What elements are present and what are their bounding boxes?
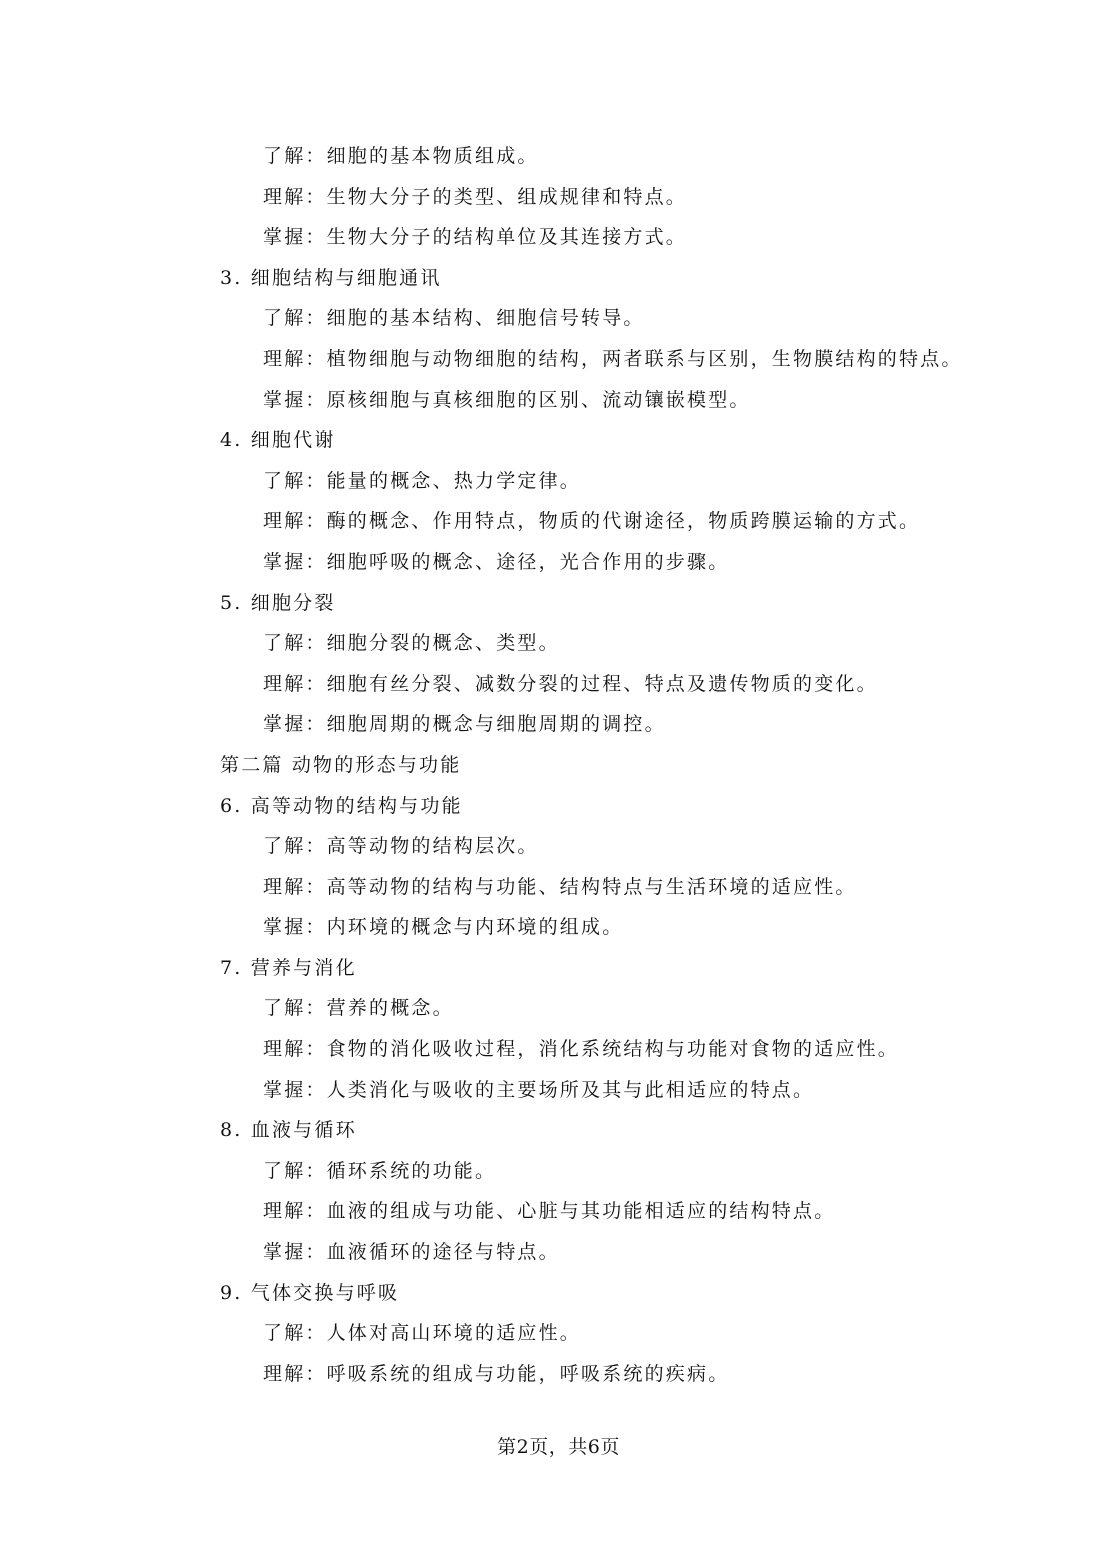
text-line: 理解：食物的消化吸收过程，消化系统结构与功能对食物的适应性。 [263, 1038, 900, 1061]
text-line: 掌握：原核细胞与真核细胞的区别、流动镶嵌模型。 [263, 388, 751, 411]
text-line: 掌握：血液循环的途径与特点。 [263, 1241, 560, 1264]
section-heading: 3. 细胞结构与细胞通讯 [220, 266, 442, 289]
text-line: 理解：血液的组成与功能、心脏与其功能相适应的结构特点。 [263, 1200, 836, 1223]
part-heading: 第二篇 动物的形态与功能 [220, 753, 462, 776]
text-line: 掌握：内环境的概念与内环境的组成。 [263, 916, 624, 939]
text-line: 掌握：人类消化与吸收的主要场所及其与此相适应的特点。 [263, 1078, 815, 1101]
text-line: 理解：酶的概念、作用特点，物质的代谢途径，物质跨膜运输的方式。 [263, 510, 921, 533]
text-line: 理解：高等动物的结构与功能、结构特点与生活环境的适应性。 [263, 875, 857, 898]
text-line: 了解：循环系统的功能。 [263, 1159, 497, 1182]
text-line: 了解：细胞分裂的概念、类型。 [263, 632, 560, 655]
text-line: 理解：植物细胞与动物细胞的结构，两者联系与区别，生物膜结构的特点。 [263, 347, 963, 370]
text-line: 了解：细胞的基本物质组成。 [263, 145, 539, 167]
document-body [220, 136, 1000, 1394]
text-line: 掌握：细胞周期的概念与细胞周期的调控。 [263, 713, 666, 736]
section-heading: 8. 血液与循环 [220, 1119, 357, 1142]
section-heading: 7. 营养与消化 [220, 956, 357, 979]
page-number-footer: 第2页，共6页 [497, 1436, 620, 1458]
text-line: 理解：生物大分子的类型、组成规律和特点。 [263, 185, 688, 208]
text-line: 掌握：生物大分子的结构单位及其连接方式。 [263, 226, 688, 249]
text-line: 了解：营养的概念。 [263, 997, 454, 1020]
section-heading: 6. 高等动物的结构与功能 [220, 794, 463, 817]
text-line: 了解：细胞的基本结构、细胞信号转导。 [263, 307, 645, 330]
text-line: 了解：人体对高山环境的适应性。 [263, 1322, 582, 1345]
text-line: 掌握：细胞呼吸的概念、途径，光合作用的步骤。 [263, 550, 730, 573]
text-line: 理解：细胞有丝分裂、减数分裂的过程、特点及遗传物质的变化。 [263, 672, 878, 695]
text-line: 了解：高等动物的结构层次。 [263, 835, 539, 858]
text-line: 了解：能量的概念、热力学定律。 [263, 469, 582, 492]
section-heading: 5. 细胞分裂 [220, 591, 336, 614]
section-heading: 4. 细胞代谢 [220, 429, 336, 452]
text-line: 理解：呼吸系统的组成与功能，呼吸系统的疾病。 [263, 1362, 730, 1385]
section-heading: 9. 气体交换与呼吸 [220, 1281, 400, 1304]
